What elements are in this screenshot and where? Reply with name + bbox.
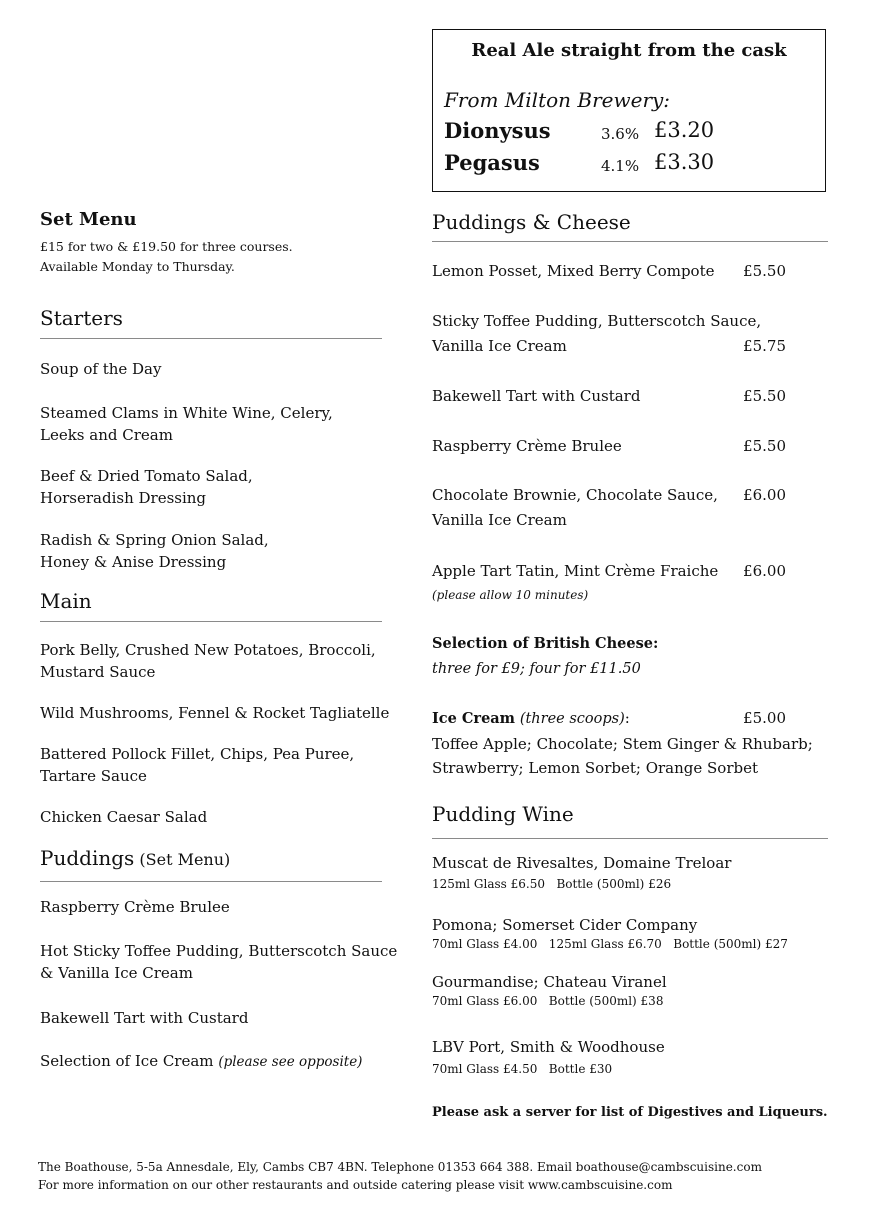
section-divider bbox=[40, 338, 382, 339]
section-divider bbox=[432, 838, 828, 839]
wine-prices: 125ml Glass £6.50 Bottle (500ml) £26 bbox=[432, 877, 672, 891]
section-heading-puddings-cheese: Puddings & Cheese bbox=[432, 210, 631, 234]
menu-item-note: (please see opposite) bbox=[218, 1054, 363, 1070]
menu-item-line: Sticky Toffee Pudding, Butterscotch Sauce, bbox=[432, 312, 762, 330]
wine-name: Muscat de Rivesaltes, Domaine Treloar bbox=[432, 854, 732, 872]
menu-item-line: Bakewell Tart with Custard bbox=[432, 387, 641, 405]
menu-item-line: Mustard Sauce bbox=[40, 663, 156, 681]
section-heading-starters: Starters bbox=[40, 306, 123, 330]
menu-item-price: £5.75 bbox=[743, 337, 786, 355]
ice-cream-colon: : bbox=[624, 709, 630, 727]
beer-price: £3.20 bbox=[654, 118, 715, 142]
menu-item-line: Honey & Anise Dressing bbox=[40, 553, 227, 571]
beer-name: Dionysus bbox=[444, 118, 551, 143]
ice-cream-flavours: Toffee Apple; Chocolate; Stem Ginger & Rhubarb; bbox=[432, 735, 813, 753]
ice-cream-note: (three scoops) bbox=[519, 711, 625, 727]
real-ale-source: From Milton Brewery: bbox=[444, 88, 671, 112]
menu-item-line: Raspberry Crème Brulee bbox=[40, 898, 230, 916]
section-divider bbox=[432, 241, 828, 242]
menu-item-price: £5.50 bbox=[743, 262, 786, 280]
menu-item-price: £6.00 bbox=[743, 562, 786, 580]
real-ale-title: Real Ale straight from the cask bbox=[471, 40, 787, 61]
menu-item-line: Horseradish Dressing bbox=[40, 489, 207, 507]
beer-price: £3.30 bbox=[654, 150, 715, 174]
menu-item-line: Wild Mushrooms, Fennel & Rocket Tagliatelle bbox=[40, 704, 390, 722]
wine-name: LBV Port, Smith & Woodhouse bbox=[432, 1038, 665, 1056]
section-heading-pudding-wine: Pudding Wine bbox=[432, 802, 574, 826]
ice-cream-row bbox=[432, 707, 630, 730]
menu-item-price: £5.50 bbox=[743, 437, 786, 455]
wine-name: Pomona; Somerset Cider Company bbox=[432, 916, 698, 934]
menu-item-line: & Vanilla Ice Cream bbox=[40, 964, 193, 982]
digestives-note: Please ask a server for list of Digestives and Liqueurs. bbox=[432, 1105, 828, 1120]
footer-address: The Boathouse, 5-5a Annesdale, Ely, Cambs CB7 4BN. Telephone 01353 664 388. Email boathouse@cambscuisine.com bbox=[38, 1160, 762, 1174]
menu-item-text: Selection of Ice Cream bbox=[40, 1052, 214, 1070]
footer-info: For more information on our other restaurants and outside catering please visit www.cambscuisine.com bbox=[38, 1178, 673, 1192]
beer-abv: 4.1% bbox=[601, 157, 640, 175]
cheese-title: Selection of British Cheese: bbox=[432, 635, 659, 652]
menu-item-note: (please allow 10 minutes) bbox=[432, 588, 589, 602]
puddings-heading-text: Puddings bbox=[40, 846, 135, 870]
section-heading-main: Main bbox=[40, 589, 92, 613]
menu-item-line: Leeks and Cream bbox=[40, 426, 173, 444]
menu-item-line: Vanilla Ice Cream bbox=[432, 511, 567, 529]
menu-item-line: Bakewell Tart with Custard bbox=[40, 1009, 249, 1027]
menu-item-price: £6.00 bbox=[743, 486, 786, 504]
ice-cream-title: Ice Cream bbox=[432, 710, 516, 727]
wine-prices: 70ml Glass £4.50 Bottle £30 bbox=[432, 1062, 613, 1076]
menu-item-line: Battered Pollock Fillet, Chips, Pea Puree, bbox=[40, 745, 355, 763]
beer-abv: 3.6% bbox=[601, 125, 640, 143]
menu-item-line: Beef & Dried Tomato Salad, bbox=[40, 467, 253, 485]
set-menu-title: Set Menu bbox=[40, 209, 137, 230]
set-menu-line: £15 for two & £19.50 for three courses. bbox=[40, 239, 293, 254]
menu-item-line: Vanilla Ice Cream bbox=[432, 337, 567, 355]
menu-item-line: Radish & Spring Onion Salad, bbox=[40, 531, 269, 549]
wine-name: Gourmandise; Chateau Viranel bbox=[432, 973, 667, 991]
wine-prices: 70ml Glass £4.00 125ml Glass £6.70 Bottle (500ml) £27 bbox=[432, 937, 788, 951]
ice-cream-flavours: Strawberry; Lemon Sorbet; Orange Sorbet bbox=[432, 759, 759, 777]
section-heading-puddings bbox=[40, 846, 230, 870]
real-ale-box bbox=[432, 29, 826, 192]
footer bbox=[38, 1158, 762, 1194]
menu-item-line: Lemon Posset, Mixed Berry Compote bbox=[432, 262, 715, 280]
menu-item-line: Steamed Clams in White Wine, Celery, bbox=[40, 404, 333, 422]
menu-item-line: Soup of the Day bbox=[40, 360, 162, 378]
menu-item-line: Hot Sticky Toffee Pudding, Butterscotch Sauce bbox=[40, 942, 398, 960]
section-divider bbox=[40, 621, 382, 622]
menu-item-line: Chocolate Brownie, Chocolate Sauce, bbox=[432, 486, 718, 504]
wine-prices: 70ml Glass £6.00 Bottle (500ml) £38 bbox=[432, 994, 664, 1008]
menu-item-line bbox=[40, 1050, 362, 1073]
menu-item-price: £5.00 bbox=[743, 709, 786, 727]
set-menu-line: Available Monday to Thursday. bbox=[40, 259, 235, 274]
puddings-heading-note: (Set Menu) bbox=[139, 850, 231, 869]
menu-item-line: Apple Tart Tatin, Mint Crème Fraiche bbox=[432, 562, 719, 580]
menu-item-line: Raspberry Crème Brulee bbox=[432, 437, 622, 455]
menu-item-price: £5.50 bbox=[743, 387, 786, 405]
section-divider bbox=[40, 881, 382, 882]
beer-name: Pegasus bbox=[444, 150, 540, 175]
menu-item-line: Tartare Sauce bbox=[40, 767, 147, 785]
menu-item-line: Chicken Caesar Salad bbox=[40, 808, 208, 826]
cheese-prices: three for £9; four for £11.50 bbox=[432, 661, 641, 677]
menu-item-line: Pork Belly, Crushed New Potatoes, Broccoli, bbox=[40, 641, 376, 659]
